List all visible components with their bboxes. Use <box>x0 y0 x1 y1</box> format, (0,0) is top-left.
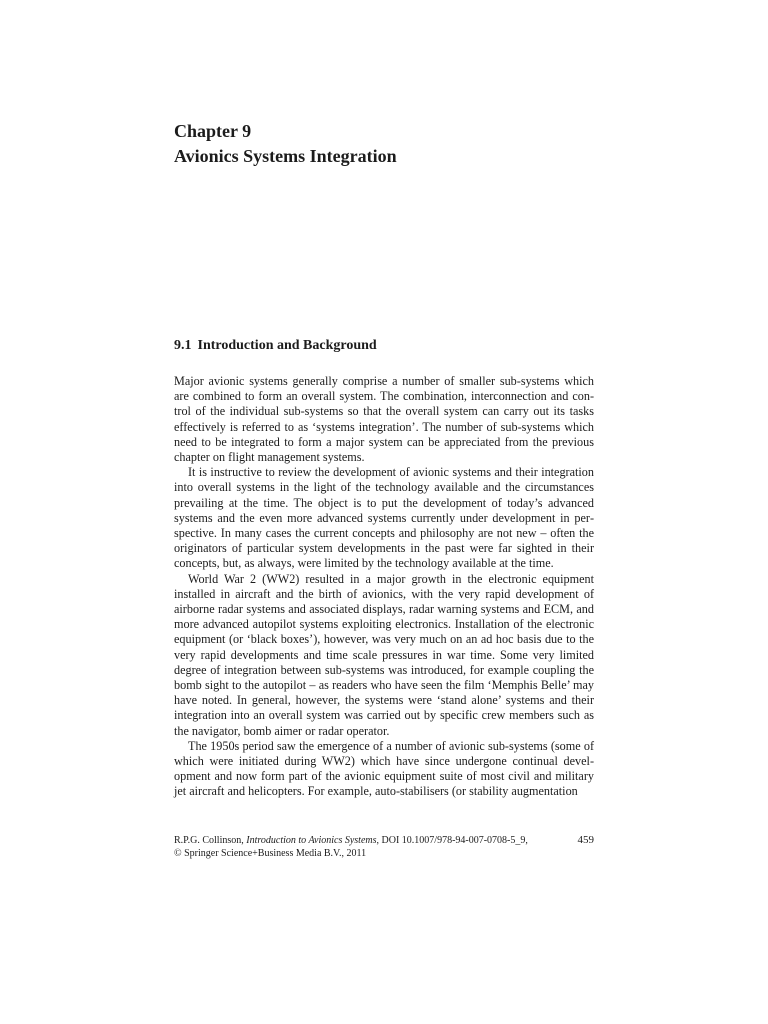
section-number: 9.1 <box>174 338 192 353</box>
body-text <box>174 374 594 800</box>
page-footer <box>174 834 594 860</box>
page-number: 459 <box>577 834 594 846</box>
citation-prefix: R.P.G. Collinson, <box>174 835 247 846</box>
book-title: Introduction to Avionics Systems <box>246 835 377 846</box>
chapter-title: Avionics Systems Integration <box>174 146 397 166</box>
footer-citation <box>174 834 528 847</box>
section-title: Introduction and Background <box>197 338 377 353</box>
section-heading <box>174 337 377 355</box>
copyright-notice: © Springer Science+Business Media B.V., 2011 <box>174 848 367 859</box>
paragraph-4: The 1950s period saw the emergence of a number of avionic sub-systems (some of which were initiated during WW2) which have since undergone continual development and now form part of the avionic equipment suite of most civil and military jet aircraft and helicopters. For example, auto-stabilisers (or stability augmentation <box>174 738 594 799</box>
paragraph-2: It is instructive to review the development of avionic systems and their integration into overall systems in the light of the technology available and the circumstances prevailing at the time. The object is to put the development of today’s advanced systems and the even more advanced systems currently under development in perspective. In many cases the current concepts and philosophy are not new – often the originators of particular system developments in the past were far sighted in their concepts, but, as always, were limited by the technology available at the time. <box>174 465 594 571</box>
paragraph-3: World War 2 (WW2) resulted in a major growth in the electronic equipment installed in aircraft and the birth of avionics, with the very rapid development of airborne radar systems and associated displays, radar warning systems and ECM, and more advanced autopilot systems exploiting electronics. Installation of the electronic equipment (or ‘black boxes’), however, was very much on an ad hoc basis due to the very rapid developments and time scale pressures in war time. Some very limited degree of integration between sub-systems was introduced, for example coupling the bomb sight to the autopilot – as readers who have seen the film ‘Memphis Belle’ may have noted. In general, however, the systems were ‘stand alone’ systems and their integration into an overall system was carried out by specific crew members such as the navigator, bomb aimer or radar operator. <box>174 571 594 738</box>
footer-citation-line <box>174 834 594 847</box>
chapter-label: Chapter 9 <box>174 121 252 141</box>
citation-suffix: , DOI 10.1007/978-94-007-0708-5_9, <box>376 835 528 846</box>
paragraph-1: Major avionic systems generally comprise a number of smaller sub-systems which are combined to form an overall system. The combination, interconnection and control of the individual sub-systems so that the overall system can carry out its tasks effectively is referred to as ‘systems integration’. The number of sub-systems which need to be integrated to form a major system can be appreciated from the previous chapter on flight management systems. <box>174 374 594 465</box>
